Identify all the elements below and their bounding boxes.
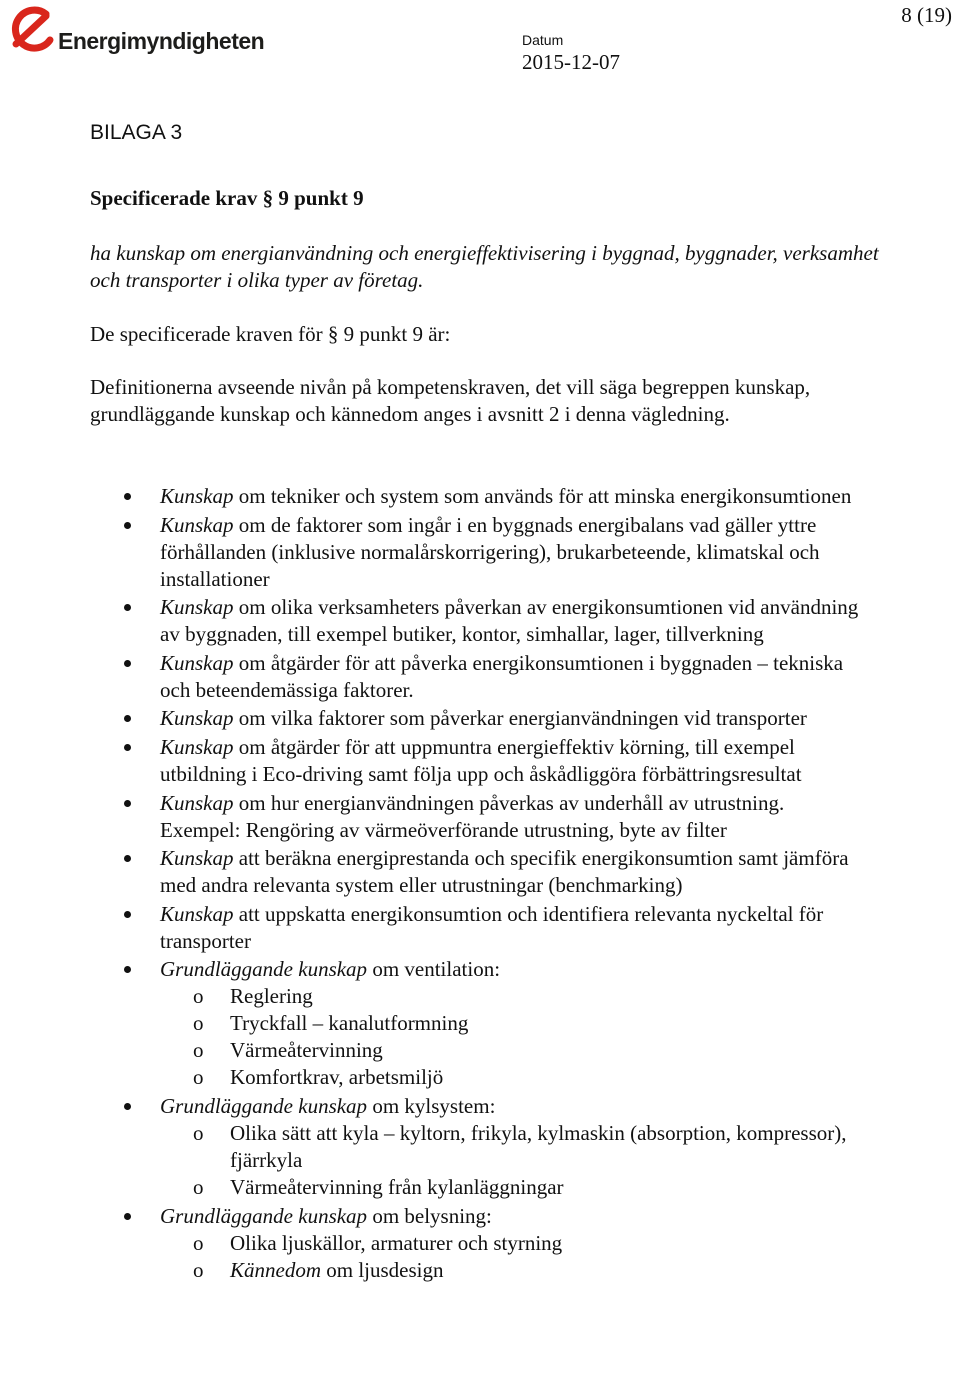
item-lead: Kunskap <box>160 846 234 871</box>
list-item-ventilation <box>0 956 860 1091</box>
item-lead: Grundläggande kunskap <box>160 957 368 982</box>
logo-mark-icon <box>6 4 56 58</box>
item-text: om de faktorer som ingår i en byggnads energibalans vad gäller yttre förhållanden (inklusive normalårskorrigering), brukarbeteende, klimatskal och installationer <box>160 512 820 591</box>
requirements-list <box>0 483 960 1285</box>
kylsystem-sublist <box>160 1120 860 1201</box>
page-number: 8 (19) <box>901 3 952 27</box>
sub-item: o Olika ljuskällor, armaturer och styrning <box>0 1230 860 1257</box>
belysning-sublist <box>160 1230 860 1284</box>
sub-item: o Komfortkrav, arbetsmiljö <box>0 1064 860 1091</box>
list-item <box>0 845 860 899</box>
list-item <box>0 901 860 955</box>
item-lead: Grundläggande kunskap <box>160 1203 368 1228</box>
appendix-label: BILAGA 3 <box>90 121 183 144</box>
list-item <box>0 650 860 704</box>
list-item <box>0 705 860 732</box>
item-text: om hur energianvändningen påverkas av underhåll av utrustning. Exempel: Rengöring av värmeöverförande utrustning, byte av filter <box>160 790 785 842</box>
list-item <box>0 594 860 648</box>
list-item <box>0 790 860 844</box>
energimyndigheten-logo <box>6 4 265 60</box>
item-lead: Kunskap <box>160 901 234 926</box>
item-lead: Kunskap <box>160 512 234 537</box>
date-value: 2015-12-07 <box>522 50 620 74</box>
item-lead: Kunskap <box>160 595 234 620</box>
item-text: om vilka faktorer som påverkar energianvändningen vid transporter <box>233 706 807 731</box>
definitions-paragraph: Definitionerna avseende nivån på kompetenskraven, det vill säga begreppen kunskap, grundläggande kunskap och kännedom anges i avsnitt 2 i denna vägledning. <box>90 375 811 426</box>
list-item <box>0 512 860 593</box>
item-text: om åtgärder för att uppmuntra energieffektiv körning, till exempel utbildning i Eco-driving samt följa upp och åskådliggöra förbättringsresultat <box>160 734 802 786</box>
list-item <box>0 483 860 510</box>
item-text: att uppskatta energikonsumtion och identifiera relevanta nyckeltal för transporter <box>160 901 824 953</box>
item-lead: Kunskap <box>160 484 234 508</box>
item-text: att beräkna energiprestanda och specifik energikonsumtion samt jämföra med andra relevanta system eller utrustningar (benchmarking) <box>160 846 849 898</box>
item-text: om åtgärder för att påverka energikonsumtionen i byggnaden – tekniska och beteendemässiga faktorer. <box>160 650 844 702</box>
date-label: Datum <box>522 32 564 48</box>
item-lead: Kunskap <box>160 734 234 759</box>
section-heading: Specificerade krav § 9 punkt 9 <box>90 186 364 210</box>
intro-paragraph: ha kunskap om energianvändning och energieffektivisering i byggnad, byggnader, verksamhet och transporter i olika typer av företag. <box>90 241 879 292</box>
item-lead: Kunskap <box>160 650 234 675</box>
sub-item: o Värmeåtervinning <box>0 1037 860 1064</box>
logo-text: Energimyndigheten <box>58 28 265 54</box>
sub-item: o Tryckfall – kanalutformning <box>0 1010 860 1037</box>
list-item <box>0 734 860 788</box>
sub-item-text: om ljusdesign <box>321 1257 444 1282</box>
sub-item-lead: Kännedom <box>230 1257 321 1282</box>
spec-paragraph: De specificerade kraven för § 9 punkt 9 är: <box>90 322 451 346</box>
sub-item: o Reglering <box>0 983 860 1010</box>
item-lead: Kunskap <box>160 706 234 731</box>
ventilation-sublist <box>160 983 860 1091</box>
sub-item: o Olika sätt att kyla – kyltorn, frikyla, kylmaskin (absorption, kompressor), fjärrkyla <box>0 1120 860 1174</box>
list-item-kylsystem <box>0 1093 860 1201</box>
sub-item: o Värmeåtervinning från kylanläggningar <box>0 1174 860 1201</box>
item-lead: Grundläggande kunskap <box>160 1093 368 1118</box>
item-text: om kylsystem: <box>367 1093 496 1118</box>
item-lead: Kunskap <box>160 790 234 815</box>
item-text: om ventilation: <box>367 957 501 982</box>
item-text: om olika verksamheters påverkan av energikonsumtionen vid användning av byggnaden, till exempel butiker, kontor, simhallar, lager, tillverkning <box>160 595 859 647</box>
item-text: om belysning: <box>367 1203 492 1228</box>
item-text: om tekniker och system som används för att minska energikonsumtionen <box>233 484 852 508</box>
list-item-belysning <box>0 1203 860 1284</box>
sub-item <box>0 1257 860 1284</box>
